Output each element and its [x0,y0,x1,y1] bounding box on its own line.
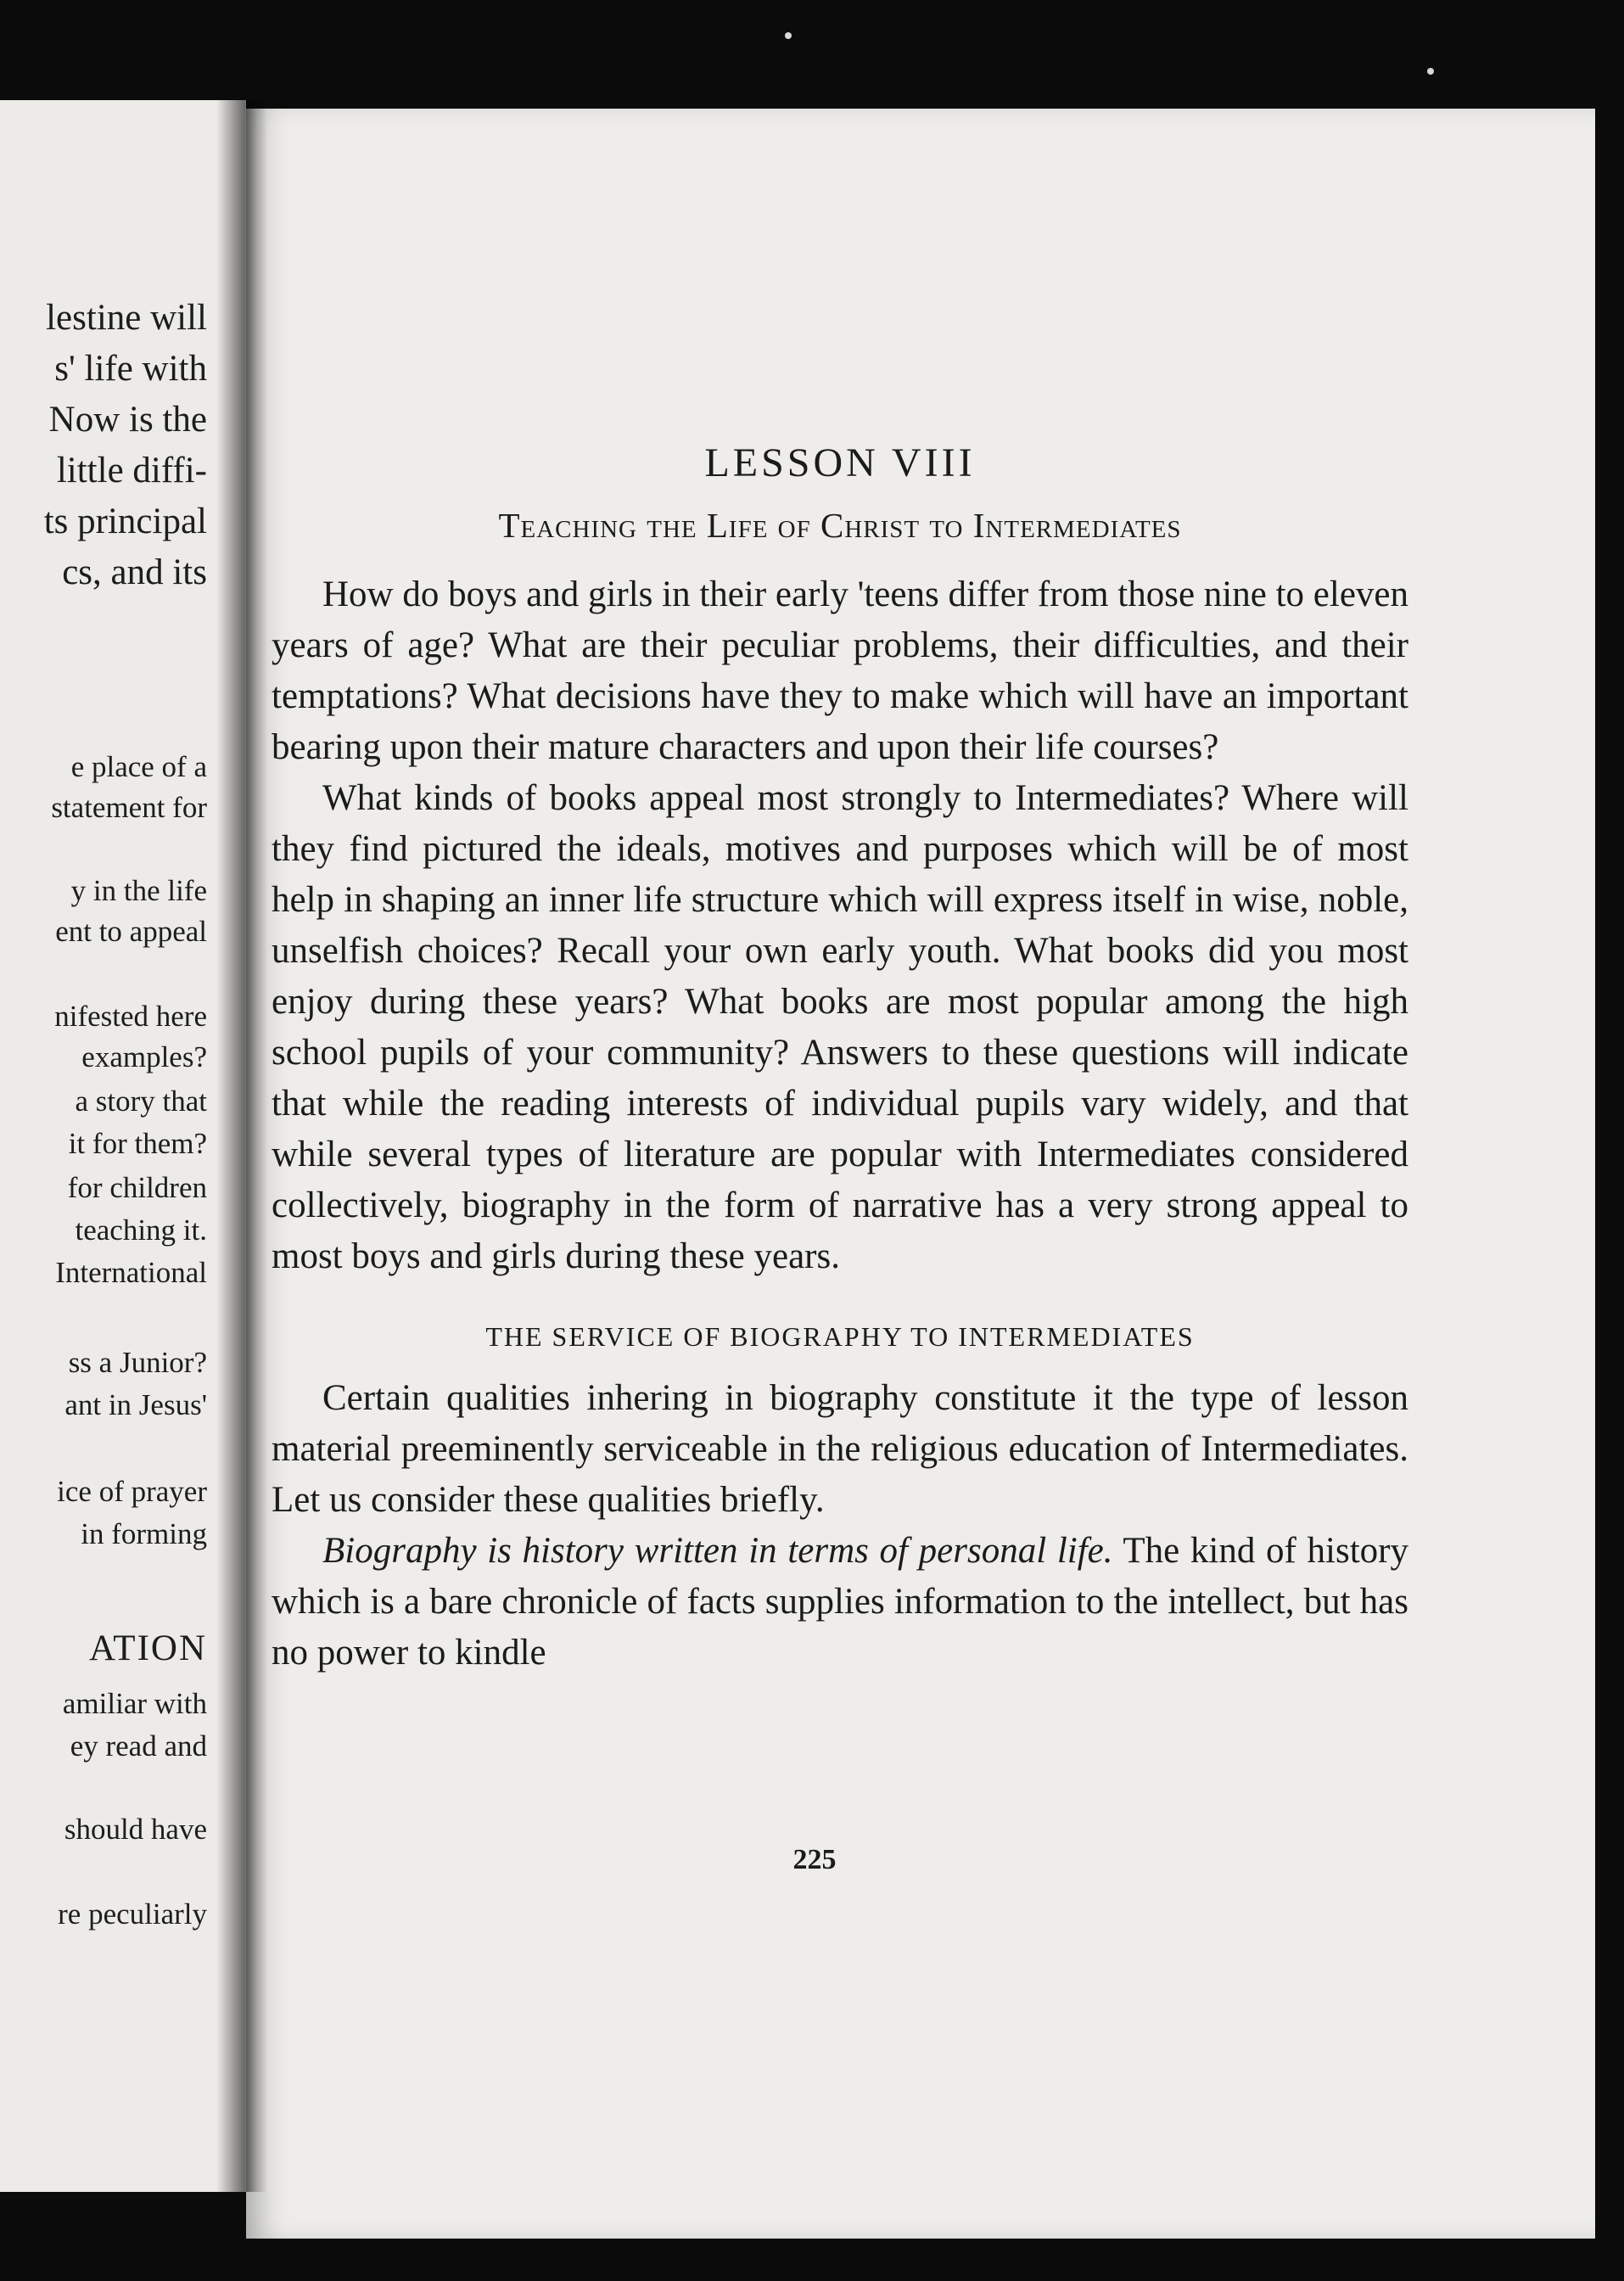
left-line: ice of prayer [57,1475,207,1508]
left-line: e place of a [70,750,207,783]
left-line: examples? [81,1040,207,1073]
left-line: for children [67,1171,207,1204]
left-line: amiliar with [62,1687,207,1720]
left-line: teaching it. [75,1213,207,1247]
paragraph-3: Certain qualities inhering in biography constitute it the type of lesson material preeminently serviceable in the religious education of Intermediates. Let us consider these qualities briefly. [272,1378,1408,1520]
page-content [272,440,1408,1679]
page-number: 225 [792,1844,837,1875]
lesson-title: LESSON VIII [704,440,976,485]
scan-speck [1427,68,1434,75]
left-line: nifested here [54,1000,207,1033]
left-line: it for them? [68,1127,207,1160]
right-page [246,109,1595,2239]
left-line: ant in Jesus' [64,1388,207,1421]
left-line: a story that [75,1084,207,1118]
left-line: ent to appeal [55,915,207,948]
left-line: in forming [81,1517,207,1550]
left-line: cs, and its [62,552,207,592]
left-line: ey read and [70,1729,207,1763]
left-line: ss a Junior? [68,1346,207,1379]
left-line: lestine will [46,298,207,338]
left-page-fragment [0,100,246,2192]
left-line: statement for [51,791,207,824]
paragraph-4-text: The kind of history which is a bare chronicle of facts supplies information to the intellect, but has no power to kindle [272,1531,1408,1673]
paragraph-1: How do boys and girls in their early 'teens differ from those nine to eleven years of age? What are their peculiar problems, their difficulties, and their temptations? What decisions have they to make which will have an important bearing upon their mature characters and upon their life courses? [272,574,1408,767]
left-line: International [55,1256,207,1289]
book-gutter-shadow [216,100,267,2192]
left-line: little diffi- [56,451,207,490]
left-line: should have [64,1813,207,1846]
paragraph-4 [272,1526,1408,1679]
scan-speck [785,32,792,39]
left-line: s' life with [54,349,207,389]
left-line: ts principal [43,502,207,541]
lesson-subtitle: Teaching the Life of Christ to Intermediates [498,506,1182,545]
left-line: re peculiarly [58,1897,207,1931]
left-line: y in the life [70,874,207,907]
paragraph-4-italic-lead: Biography is history written in terms of personal life. [322,1531,1113,1571]
section-heading: THE SERVICE OF BIOGRAPHY TO INTERMEDIATES [485,1321,1195,1352]
left-line: Now is the [48,400,207,440]
left-line: ATION [89,1628,207,1668]
paragraph-2: What kinds of books appeal most strongly to Intermediates? Where will they find pictured the ideals, motives and purposes which will be of most help in shaping an inner life structure which will express itself in wise, noble, unselfish choices? Recall your own early youth. What books did you most enjoy during these years? What books are most popular among the high school pupils of your community? Answers to these questions will indicate that while the reading interests of individual pupils vary widely, and that while several types of literature are popular with Intermediates considered collectively, biography in the form of narrative has a very strong appeal to most boys and girls during these years. [272,778,1408,1276]
